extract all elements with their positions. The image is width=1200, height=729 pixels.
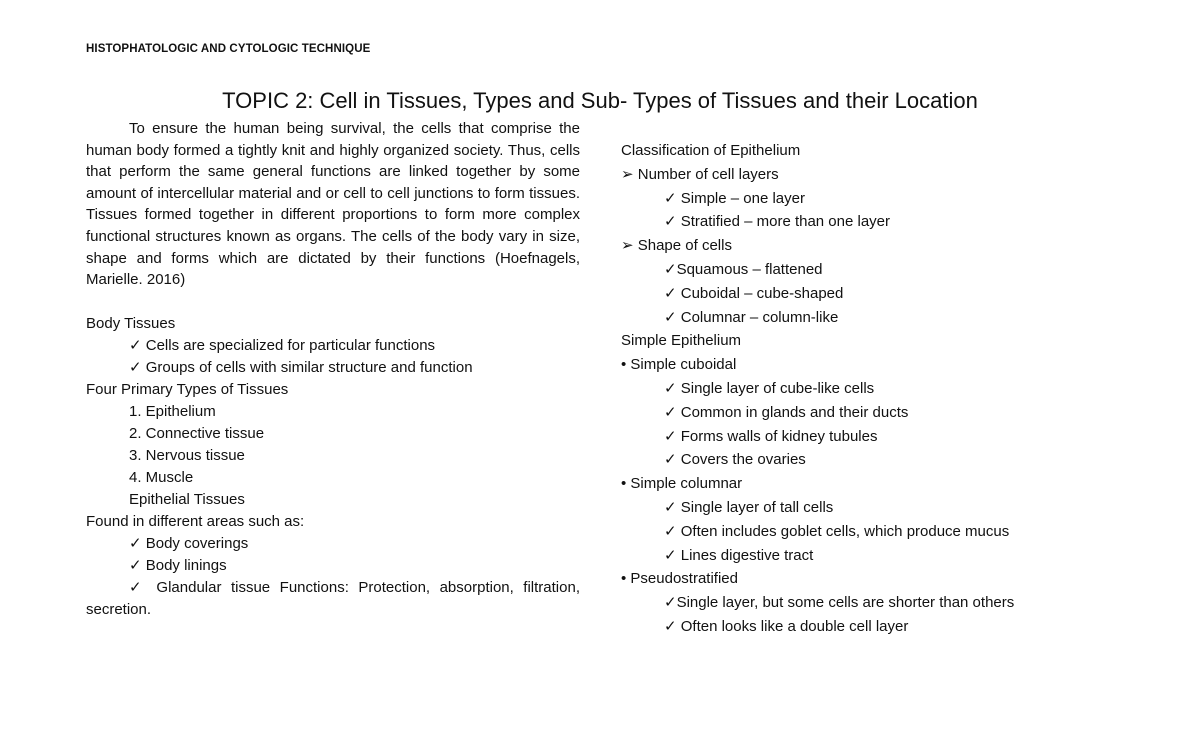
list-item: ✓Single layer, but some cells are shorter than others [664, 594, 1015, 612]
body-tissues-heading: Body Tissues [86, 314, 176, 332]
list-item: ✓ Cuboidal – cube-shaped [664, 284, 844, 302]
list-item: ✓ Common in glands and their ducts [664, 403, 909, 421]
pseudostratified-heading: • Pseudostratified [621, 570, 738, 588]
page-title: TOPIC 2: Cell in Tissues, Types and Sub- Types of Tissues and their Location [222, 88, 978, 113]
list-item: ✓ Covers the ovaries [664, 451, 806, 469]
document-header: HISTOPHATOLOGIC AND CYTOLOGIC TECHNIQUE [86, 43, 371, 55]
simple-cuboidal-heading: • Simple cuboidal [621, 356, 737, 374]
simple-epithelium-heading: Simple Epithelium [621, 332, 742, 350]
list-item: ✓ Body coverings [129, 534, 249, 552]
list-item: ✓ Columnar – column-like [664, 308, 839, 326]
list-item: ✓ Groups of cells with similar structure and function [129, 358, 473, 376]
layers-heading: ➢ Number of cell layers [621, 165, 779, 183]
list-item: ✓ Often includes goblet cells, which produce mucus [664, 522, 1010, 540]
list-item: 3. Nervous tissue [129, 446, 245, 464]
glandular-line: ✓ Glandular tissue Functions: Protection, absorption, filtration, [129, 578, 580, 596]
list-item: 2. Connective tissue [129, 424, 265, 442]
list-item: 4. Muscle [129, 468, 194, 486]
shape-heading: ➢ Shape of cells [621, 237, 732, 255]
glandular-line-continued: secretion. [86, 600, 152, 618]
list-item: ✓ Single layer of cube-like cells [664, 379, 875, 397]
four-types-heading: Four Primary Types of Tissues [86, 380, 289, 398]
list-item: 1. Epithelium [129, 402, 216, 420]
intro-paragraph: To ensure the human being survival, the cells that comprise the human body formed a tightly knit and highly organized society. Thus, cells that perform the same general functions are linked together by some amount of intercellular material and or cell to cell junctions to form tissues. Tissues formed together in different proportions to form more complex functional structures known as organs. The cells of the body vary in size, shape and forms which are dictated by their functions (Hoefnagels, Marielle. 2016) [86, 120, 580, 289]
classification-heading: Classification of Epithelium [621, 142, 801, 159]
found-heading: Found in different areas such as: [86, 512, 305, 530]
list-item: ✓ Simple – one layer [664, 189, 805, 207]
list-item: ✓ Often looks like a double cell layer [664, 617, 909, 635]
right-column [621, 139, 1101, 639]
list-item: ✓ Forms walls of kidney tubules [664, 427, 878, 445]
list-item: ✓ Cells are specialized for particular functions [129, 336, 436, 354]
list-item: ✓ Lines digestive tract [664, 546, 814, 564]
list-item: ✓Squamous – flattened [664, 260, 823, 278]
list-item: ✓ Stratified – more than one layer [664, 213, 891, 231]
spacer [86, 291, 580, 313]
list-item: ✓ Body linings [129, 556, 227, 574]
epithelial-heading: Epithelial Tissues [129, 490, 245, 508]
left-column [86, 118, 580, 621]
simple-columnar-heading: • Simple columnar [621, 475, 743, 493]
list-item: ✓ Single layer of tall cells [664, 498, 834, 516]
